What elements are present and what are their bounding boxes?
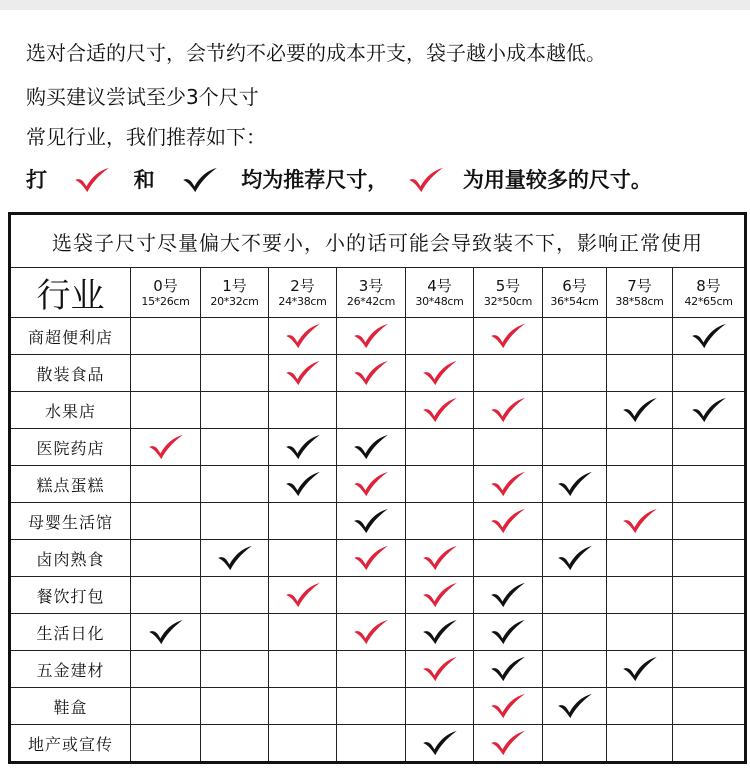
red-check-icon [474, 322, 542, 350]
table-row [10, 540, 746, 577]
table-cell [406, 577, 474, 614]
legend-red-check-icon [72, 166, 112, 194]
table-cell [543, 651, 607, 688]
table-cell [474, 614, 543, 651]
legend-text-and: 和 [133, 168, 155, 192]
legend-text-mark: 打 [26, 168, 47, 192]
table-cell [673, 651, 746, 688]
table-cell [474, 688, 543, 725]
red-check-icon [337, 470, 405, 498]
table-cell [607, 503, 673, 540]
table-cell [406, 540, 474, 577]
table-cell [337, 725, 406, 763]
table-cell [269, 429, 337, 466]
industry-header: 行业 [10, 268, 131, 318]
table-cell [543, 540, 607, 577]
table-cell [131, 725, 201, 763]
table-cell [673, 503, 746, 540]
size-dimension: 26*42cm [346, 294, 396, 308]
black-check-icon [474, 618, 542, 646]
size-header-7 [607, 268, 673, 318]
table-cell [474, 503, 543, 540]
legend-line [26, 166, 652, 194]
black-check-icon [607, 396, 672, 424]
table-cell [673, 466, 746, 503]
table-cell [269, 466, 337, 503]
legend-black-check-icon [180, 166, 220, 194]
table-cell [673, 392, 746, 429]
table-cell [337, 688, 406, 725]
table-cell [607, 614, 673, 651]
red-check-icon [607, 507, 672, 535]
table-cell [201, 614, 269, 651]
table-cell [201, 688, 269, 725]
table-cell [406, 651, 474, 688]
size-number: 0号 [153, 276, 178, 295]
industry-label: 五金建材 [10, 651, 131, 688]
size-header-4 [406, 268, 474, 318]
table-cell [474, 318, 543, 355]
table-cell [269, 503, 337, 540]
size-header-5 [474, 268, 543, 318]
table-cell [131, 614, 201, 651]
size-number: 7号 [627, 276, 652, 295]
table-cell [474, 392, 543, 429]
table-cell [607, 651, 673, 688]
size-dimension: 30*48cm [415, 294, 464, 308]
table-cell [201, 355, 269, 392]
table-cell [607, 540, 673, 577]
table-row [10, 577, 746, 614]
table-cell [406, 466, 474, 503]
table-cell [543, 577, 607, 614]
table-cell [269, 392, 337, 429]
black-check-icon [269, 470, 336, 498]
legend-red-check-icon-2 [406, 166, 446, 194]
table-cell [269, 725, 337, 763]
table-cell [269, 688, 337, 725]
table-cell [406, 725, 474, 763]
table-cell [337, 466, 406, 503]
table-cell [673, 429, 746, 466]
red-check-icon [269, 322, 336, 350]
table-cell [131, 540, 201, 577]
table-cell [131, 577, 201, 614]
black-check-icon [201, 544, 268, 572]
table-cell [543, 725, 607, 763]
table-cell [269, 540, 337, 577]
table-cell [201, 318, 269, 355]
black-check-icon [131, 618, 200, 646]
table-row [10, 503, 746, 540]
table-row [10, 466, 746, 503]
industry-label: 商超便利店 [10, 318, 131, 355]
table-cell [131, 392, 201, 429]
table-cell [337, 392, 406, 429]
legend-text-recommended: 均为推荐尺寸， [241, 168, 389, 192]
table-cell [543, 318, 607, 355]
red-check-icon [406, 544, 473, 572]
table-row [10, 392, 746, 429]
table-cell [201, 466, 269, 503]
intro-line-suggestion: 购买建议尝试至少3个尺寸 [26, 85, 259, 109]
red-check-icon [474, 692, 542, 720]
table-row [10, 614, 746, 651]
table-note: 选袋子尺寸尽量偏大不要小，小的话可能会导致装不下，影响正常使用 [10, 214, 746, 268]
table-cell [673, 577, 746, 614]
table-cell [201, 651, 269, 688]
table-cell [543, 503, 607, 540]
table-cell [673, 614, 746, 651]
black-check-icon [474, 581, 542, 609]
table-cell [474, 651, 543, 688]
red-check-icon [337, 618, 405, 646]
black-check-icon [543, 692, 606, 720]
table-cell [131, 429, 201, 466]
red-check-icon [474, 729, 542, 757]
red-check-icon [337, 544, 405, 572]
table-cell [543, 355, 607, 392]
size-dimension: 20*32cm [210, 294, 259, 308]
red-check-icon [474, 396, 542, 424]
black-check-icon [406, 618, 473, 646]
table-cell [337, 503, 406, 540]
table-cell [607, 688, 673, 725]
black-check-icon [673, 322, 744, 350]
red-check-icon [337, 359, 405, 387]
table-cell [406, 318, 474, 355]
industry-label: 地产或宣传 [10, 725, 131, 763]
red-check-icon [269, 359, 336, 387]
table-cell [131, 466, 201, 503]
table-cell [406, 355, 474, 392]
table-cell [406, 503, 474, 540]
red-check-icon [406, 359, 473, 387]
top-divider-bar [0, 0, 750, 10]
table-cell [543, 466, 607, 503]
size-header-3 [337, 268, 406, 318]
black-check-icon [337, 433, 405, 461]
size-number: 1号 [222, 276, 247, 295]
red-check-icon [406, 581, 473, 609]
table-cell [607, 355, 673, 392]
red-check-icon [269, 581, 336, 609]
table-cell [474, 466, 543, 503]
table-cell [543, 429, 607, 466]
size-dimension: 36*54cm [550, 294, 599, 308]
black-check-icon [543, 470, 606, 498]
black-check-icon [543, 544, 606, 572]
table-cell [131, 688, 201, 725]
size-header-8 [673, 268, 746, 318]
size-number: 6号 [562, 276, 587, 295]
red-check-icon [131, 433, 200, 461]
table-cell [543, 392, 607, 429]
table-cell [673, 688, 746, 725]
size-number: 2号 [290, 276, 315, 295]
size-header-6 [543, 268, 607, 318]
table-cell [201, 429, 269, 466]
table-cell [269, 651, 337, 688]
size-dimension: 38*58cm [615, 294, 664, 308]
table-cell [474, 725, 543, 763]
table-cell [337, 429, 406, 466]
legend-text-popular: 为用量较多的尺寸。 [462, 168, 652, 192]
table-cell [337, 540, 406, 577]
table-cell [673, 540, 746, 577]
table-cell [201, 503, 269, 540]
industry-label: 母婴生活馆 [10, 503, 131, 540]
table-cell [543, 614, 607, 651]
red-check-icon [406, 396, 473, 424]
table-row [10, 651, 746, 688]
table-cell [131, 503, 201, 540]
table-cell [131, 355, 201, 392]
red-check-icon [406, 655, 473, 683]
table-cell [269, 577, 337, 614]
table-cell [269, 318, 337, 355]
industry-label: 鞋盒 [10, 688, 131, 725]
table-cell [201, 577, 269, 614]
table-cell [131, 651, 201, 688]
size-recommendation-table [8, 212, 747, 764]
table-cell [607, 725, 673, 763]
table-cell [201, 540, 269, 577]
intro-line-cost: 选对合适的尺寸，会节约不必要的成本开支，袋子越小成本越低。 [26, 41, 606, 65]
table-cell [337, 355, 406, 392]
table-cell [201, 392, 269, 429]
size-header-1 [201, 268, 269, 318]
industry-label: 医院药店 [10, 429, 131, 466]
table-cell [201, 725, 269, 763]
size-number: 4号 [427, 276, 452, 295]
size-number: 5号 [495, 276, 521, 295]
table-cell [337, 577, 406, 614]
industry-label: 水果店 [10, 392, 131, 429]
size-number: 3号 [358, 276, 384, 295]
table-cell [673, 318, 746, 355]
size-dimension: 24*38cm [278, 294, 327, 308]
table-row [10, 688, 746, 725]
table-cell [543, 688, 607, 725]
size-dimension: 15*26cm [141, 294, 190, 308]
red-check-icon [337, 322, 405, 350]
table-cell [406, 429, 474, 466]
red-check-icon [474, 470, 542, 498]
industry-label: 餐饮打包 [10, 577, 131, 614]
table-cell [269, 614, 337, 651]
size-header-0 [131, 268, 201, 318]
black-check-icon [607, 655, 672, 683]
industry-label: 散装食品 [10, 355, 131, 392]
table-row [10, 725, 746, 763]
table-cell [673, 725, 746, 763]
table-cell [337, 651, 406, 688]
industry-label: 生活日化 [10, 614, 131, 651]
table-cell [673, 355, 746, 392]
black-check-icon [269, 433, 336, 461]
table-cell [474, 429, 543, 466]
table-cell [474, 355, 543, 392]
red-check-icon [474, 507, 542, 535]
table-cell [474, 540, 543, 577]
table-row [10, 429, 746, 466]
black-check-icon [406, 729, 473, 757]
size-number: 8号 [696, 276, 721, 295]
black-check-icon [337, 507, 405, 535]
table-cell [406, 614, 474, 651]
table-cell [337, 318, 406, 355]
table-cell [607, 466, 673, 503]
table-cell [607, 318, 673, 355]
table-cell [607, 429, 673, 466]
table-cell [337, 614, 406, 651]
black-check-icon [474, 655, 542, 683]
table-cell [607, 392, 673, 429]
table-cell [607, 577, 673, 614]
black-check-icon [673, 396, 744, 424]
industry-label: 糕点蛋糕 [10, 466, 131, 503]
table-cell [474, 577, 543, 614]
table-cell [406, 688, 474, 725]
size-dimension: 42*65cm [684, 294, 733, 308]
table-row [10, 318, 746, 355]
intro-line-recommend: 常见行业，我们推荐如下： [26, 125, 266, 149]
industry-label: 卤肉熟食 [10, 540, 131, 577]
size-header-2 [269, 268, 337, 318]
table-cell [131, 318, 201, 355]
table-cell [406, 392, 474, 429]
table-row [10, 355, 746, 392]
table-cell [269, 355, 337, 392]
size-dimension: 32*50cm [483, 294, 533, 308]
